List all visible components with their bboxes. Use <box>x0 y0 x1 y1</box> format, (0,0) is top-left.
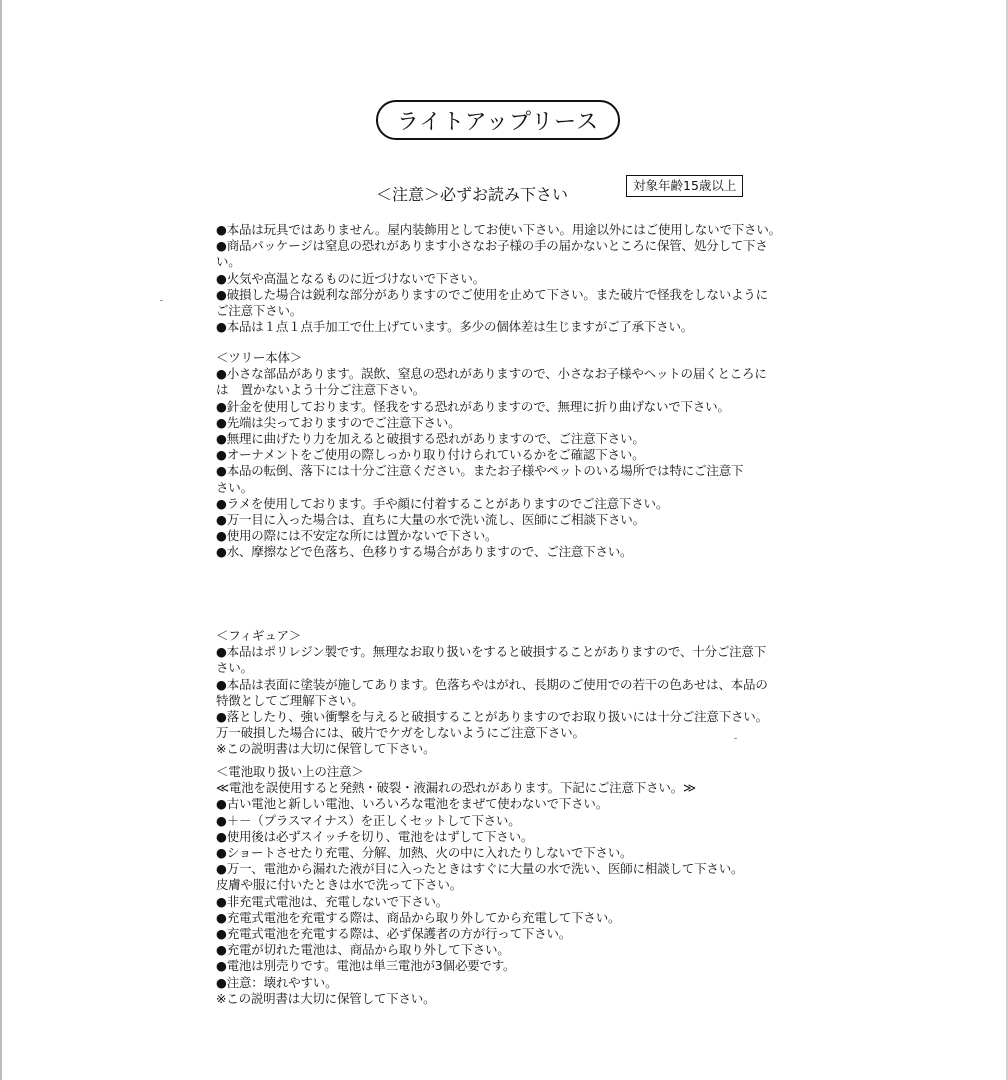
general-notes <box>216 222 781 335</box>
text-line: ●充電式電池を充電する際は、商品から取り外してから充電して下さい。 <box>216 909 621 925</box>
text-line: ●小さな部品があります。誤飲、窒息の恐れがありますので、小さなお子様やヘットの届くところに <box>216 366 767 382</box>
text-line: ●ショートさせたり充電、分解、加熱、火の中に入れたりしないで下さい。 <box>216 845 633 861</box>
text-line: ●本品は玩具ではありません。屋内装飾用としてお使い下さい。用途以外にはご使用しないで下さい。 <box>216 222 781 237</box>
text-line: ●本品はポリレジン製です。無理なお取り扱いをすると破損することがありますので、十分ご注意下 <box>216 644 767 660</box>
text-line: ●針金を使用しております。怪我をする恐れがありますので、無理に折り曲げないで下さい。 <box>216 398 730 414</box>
text-line: ●本品は１点１点手加工で仕上げています。多少の個体差は生じますがご了承下さい。 <box>216 319 694 335</box>
tree-section <box>216 350 767 561</box>
text-line: ●古い電池と新しい電池、いろいろな電池をまぜて使わないで下さい。 <box>216 796 609 812</box>
text-line: ●オーナメントをご使用の際しっかり取り付けられているかをご確認下さい。 <box>216 447 645 463</box>
age-label: 対象年齢15歳以上 <box>626 175 743 197</box>
text-line: ●ラメを使用しております。手や顔に付着することがありますのでご注意下さい。 <box>216 495 669 511</box>
text-line: ●火気や高温となるものに近づけないで下さい。 <box>216 270 486 286</box>
text-line: ●商品パッケージは窒息の恐れがあります小さなお子様の手の届かないところに保管、処分して下さ <box>216 238 768 254</box>
text-line: ※この説明書は大切に保管して下さい。 <box>216 741 436 757</box>
text-line: ≪電池を誤使用すると発熱・破裂・液漏れの恐れがあります。下記にご注意下さい。≫ <box>216 780 696 796</box>
text-line: ●水、摩擦などで色落ち、色移りする場合がありますので、ご注意下さい。 <box>216 544 633 560</box>
text-line: 万一破損した場合には、破片でケガをしないようにご注意下さい。 <box>216 725 585 741</box>
page-left-edge <box>0 0 2 1080</box>
text-line: ●万一目に入った場合は、直ちに大量の水で洗い流し、医師にご相談下さい。 <box>216 512 645 528</box>
text-line: 皮膚や服に付いたときは水で洗って下さい。 <box>216 877 463 893</box>
text-line: ●先端は尖っておりますのでご注意下さい。 <box>216 414 461 430</box>
text-line: ●本品の転倒、落下には十分ご注意ください。またお子様やペットのいる場所では特にご注意下 <box>216 463 744 479</box>
text-line: ●電池は別売りです。電池は単三電池が3個必要です。 <box>216 958 516 974</box>
battery-section <box>216 764 743 1007</box>
text-line: ●充電が切れた電池は、商品から取り外して下さい。 <box>216 942 510 958</box>
text-line: ●本品は表面に塗装が施してあります。色落ちやはがれ、長期のご使用での若干の色あせは、本品の <box>216 676 768 692</box>
scan-speck <box>160 300 163 301</box>
notice-heading: ＜注意＞必ずお読み下さい <box>376 185 569 204</box>
section-heading: ＜電池取り扱い上の注意＞ <box>216 764 364 779</box>
text-line: さい。 <box>216 479 253 495</box>
text-line: ●落としたり、強い衝撃を与えると破損することがありますのでお取り扱いには十分ご注意下さい。 <box>216 709 768 725</box>
text-line: さい。 <box>216 660 253 676</box>
text-line: 特徴としてご理解下さい。 <box>216 692 364 708</box>
text-line: は 置かないよう十分ご注意下さい。 <box>216 382 426 398</box>
section-heading: ＜フィギュア＞ <box>216 628 302 643</box>
text-line: ●＋－（プラスマイナス）を正しくセットして下さい。 <box>216 812 521 828</box>
scan-speck <box>734 738 737 739</box>
text-line: ●使用後は必ずスイッチを切り、電池をはずして下さい。 <box>216 828 534 844</box>
figure-section <box>216 628 768 758</box>
text-line: ●万一、電池から漏れた液が目に入ったときはすぐに大量の水で洗い、医師に相談して下さい。 <box>216 861 744 877</box>
text-line: ●使用の際には不安定な所には置かないで下さい。 <box>216 528 498 544</box>
text-line: ●破損した場合は鋭利な部分がありますのでご使用を止めて下さい。また破片で怪我をしないように <box>216 286 768 302</box>
text-line: ご注意下さい。 <box>216 303 303 319</box>
text-line: ●注意：壊れやすい。 <box>216 974 338 990</box>
text-line: ●充電式電池を充電する際は、必ず保護者の方が行って下さい。 <box>216 926 572 942</box>
text-line: ●無理に曲げたり力を加えると破損する恐れがありますので、ご注意下さい。 <box>216 431 645 447</box>
text-line: ●非充電式電池は、充電しないで下さい。 <box>216 893 449 909</box>
section-heading: ＜ツリー本体＞ <box>216 350 303 365</box>
text-line: ※この説明書は大切に保管して下さい。 <box>216 990 436 1006</box>
product-title: ライトアップリース <box>376 100 620 140</box>
text-line: い。 <box>216 254 241 270</box>
